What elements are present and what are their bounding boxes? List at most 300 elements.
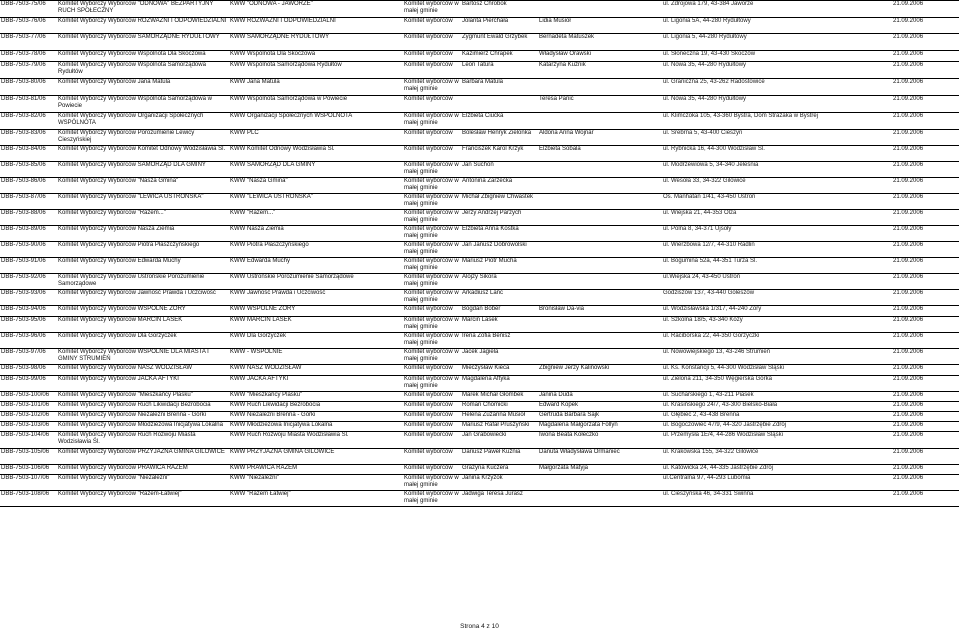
committee-name-cell: Komitet Wyborczy Wyborców Ruch Rozwoju Miasta Wodzisławia Śl. xyxy=(57,432,229,449)
signature-cell: DBB-7503-88/06 xyxy=(0,210,57,226)
committee-name-cell: Komitet Wyborczy Wyborców PRZYJAZNA GMINA GILOWICE xyxy=(57,449,229,465)
date-cell: 21.09.2006 xyxy=(892,1,959,18)
table-row xyxy=(0,274,959,290)
address-cell: ul. Cieszyńska 46, 34-331 Świnna xyxy=(662,491,892,507)
signature-cell: DBB-7503-80/06 xyxy=(0,79,57,96)
short-name-cell: KWW NASZ WODZISŁAW xyxy=(229,365,403,376)
date-cell: 21.09.2006 xyxy=(892,79,959,96)
extra-cell xyxy=(635,210,662,226)
short-name-cell: KWW Komitet Odnowy Wodzisławia Śl. xyxy=(229,146,403,162)
table-row xyxy=(0,465,959,475)
committee-name-cell: Komitet Wyborczy Wyborców Organizacji Społecznych WSPÓLNOTA xyxy=(57,113,229,130)
agent-cell xyxy=(538,226,635,242)
agent-cell xyxy=(538,491,635,507)
committee-type-cell: Komitet wyborców xyxy=(403,412,461,422)
date-cell: 21.09.2006 xyxy=(892,62,959,79)
signature-cell: DBB-7503-96/06 xyxy=(0,333,57,349)
date-cell: 21.09.2006 xyxy=(892,51,959,62)
committee-type-cell: Komitet wyborców w małej gminie xyxy=(403,317,461,333)
agent-cell xyxy=(538,162,635,178)
committee-type-cell: Komitet wyborców w małej gminie xyxy=(403,242,461,258)
table-row xyxy=(0,422,959,432)
representative-cell: Alojzy Sikora xyxy=(461,274,538,290)
representative-cell: Grażyna Kuczera xyxy=(461,465,538,475)
address-cell: ul. Rybnicka 16, 44-300 Wodzisław Śl. xyxy=(662,146,892,162)
short-name-cell: KWW "Niezależni" xyxy=(229,475,403,491)
agent-cell xyxy=(538,475,635,491)
table-row xyxy=(0,51,959,62)
representative-cell: Elżbieta Anna Kostka xyxy=(461,226,538,242)
committee-name-cell: Komitet Wyborczy Wyborców MARCIN LASEK xyxy=(57,317,229,333)
signature-cell: DBB-7503-92/06 xyxy=(0,274,57,290)
signature-cell: DBB-7503-93/06 xyxy=(0,290,57,306)
committee-name-cell: Komitet Wyborczy Wyborców Ruch Likwidacji Bezrobocia xyxy=(57,402,229,412)
representative-cell: Zygmunt Ewald Grzybek xyxy=(461,34,538,51)
short-name-cell: KWW "Mieszkańcy Plasku" xyxy=(229,392,403,402)
committee-type-cell: Komitet wyborców w małej gminie xyxy=(403,475,461,491)
committee-type-cell: Komitet wyborców xyxy=(403,402,461,412)
representative-cell: Leon Tatura xyxy=(461,62,538,79)
signature-cell: DBB-7503-76/06 xyxy=(0,18,57,34)
address-cell: ul. Wierzbowa 12/7, 44-310 Radlin xyxy=(662,242,892,258)
extra-cell xyxy=(635,412,662,422)
date-cell: 21.09.2006 xyxy=(892,412,959,422)
date-cell: 21.09.2006 xyxy=(892,376,959,392)
signature-cell: DBB-7503-85/06 xyxy=(0,162,57,178)
committee-name-cell: Komitet Wyborczy Wyborców JACKA AFTYKI xyxy=(57,376,229,392)
table-row xyxy=(0,146,959,162)
extra-cell xyxy=(635,242,662,258)
committee-name-cell: Komitet Wyborczy Wyborców Niezależni Brenna - Górki xyxy=(57,412,229,422)
address-cell: ul. Katowicka 24, 44-335 Jastrzębie Zdrój xyxy=(662,465,892,475)
address-cell: ul. Nowa 35, 44-280 Rydułtowy xyxy=(662,62,892,79)
table-row xyxy=(0,365,959,376)
extra-cell xyxy=(635,1,662,18)
table-row xyxy=(0,79,959,96)
extra-cell xyxy=(635,51,662,62)
representative-cell: Antonina Zarzecka xyxy=(461,178,538,194)
representative-cell: Magdalena Aftyka xyxy=(461,376,538,392)
representative-cell: Jan Grabowiecki xyxy=(461,432,538,449)
address-cell: ul. Zielona 211, 34-350 Węgierska Górka xyxy=(662,376,892,392)
signature-cell: DBB-7503-89/06 xyxy=(0,226,57,242)
signature-cell: DBB-7503-90/06 xyxy=(0,242,57,258)
date-cell: 21.09.2006 xyxy=(892,242,959,258)
agent-cell: Magdalena Małgorzata Follyn xyxy=(538,422,635,432)
date-cell: 21.09.2006 xyxy=(892,194,959,210)
extra-cell xyxy=(635,226,662,242)
committee-name-cell: Komitet Wyborczy Wyborców Piotra Płaszczyńskiego xyxy=(57,242,229,258)
agent-cell xyxy=(538,349,635,365)
extra-cell xyxy=(635,349,662,365)
agent-cell: Bernadeta Matuszek xyxy=(538,34,635,51)
address-cell: ul. Bogoczowiec 47/9, 44-320 Jastrzębie Zdrój xyxy=(662,422,892,432)
extra-cell xyxy=(635,422,662,432)
extra-cell xyxy=(635,365,662,376)
short-name-cell: KWW Wspólnota Dla Skoczowa xyxy=(229,51,403,62)
signature-cell: DBB-7503-104/06 xyxy=(0,432,57,449)
page-footer: Strona 4 z 10 xyxy=(460,623,499,630)
agent-cell: Edward Kopek xyxy=(538,402,635,412)
date-cell: 21.09.2006 xyxy=(892,422,959,432)
committee-name-cell: Komitet Wyborczy Wyborców WSPÓLNIE DLA MIASTA I GMINY STRUMIEŃ xyxy=(57,349,229,365)
short-name-cell: KWW Jana Matula xyxy=(229,79,403,96)
representative-cell: Helena Zuzanna Musioł xyxy=(461,412,538,422)
signature-cell: DBB-7503-102/06 xyxy=(0,412,57,422)
agent-cell xyxy=(538,210,635,226)
representative-cell: Jolanta Pierchała xyxy=(461,18,538,34)
agent-cell: Gertruda Barbara Sajk xyxy=(538,412,635,422)
address-cell: ul. Wiejska 21, 44-353 Olza xyxy=(662,210,892,226)
address-cell: ul. Przemysła 1E/4, 44-286 Wodzisław Śląski xyxy=(662,432,892,449)
address-cell: ul. Raciborska 22, 44-350 Gorzyczki xyxy=(662,333,892,349)
address-cell: ul. Krasińskiego 24/7, 43-300 Bielsko-Biała xyxy=(662,402,892,412)
table-row xyxy=(0,402,959,412)
date-cell: 21.09.2006 xyxy=(892,333,959,349)
committee-type-cell: Komitet wyborców w małej gminie xyxy=(403,349,461,365)
representative-cell: Irena Zofia Benisz xyxy=(461,333,538,349)
extra-cell xyxy=(635,178,662,194)
date-cell: 21.09.2006 xyxy=(892,491,959,507)
committee-type-cell: Komitet wyborców xyxy=(403,392,461,402)
committee-type-cell: Komitet wyborców w małej gminie xyxy=(403,1,461,18)
date-cell: 21.09.2006 xyxy=(892,146,959,162)
extra-cell xyxy=(635,306,662,317)
committee-name-cell: Komitet Wyborczy Wyborców "Mieszkańcy Plasku" xyxy=(57,392,229,402)
signature-cell: DBB-7503-87/06 xyxy=(0,194,57,210)
table-row xyxy=(0,306,959,317)
address-cell: ul. Ks. Konstancji 5, 44-300 Wodzisław Śląski xyxy=(662,365,892,376)
extra-cell xyxy=(635,392,662,402)
committee-name-cell: Komitet Wyborczy Wyborców SAMORZĄD DLA GMINY xyxy=(57,162,229,178)
extra-cell xyxy=(635,113,662,130)
agent-cell: Teresa Panic xyxy=(538,96,635,113)
address-cell: Godziszów 137, 43-440 Goleszów xyxy=(662,290,892,306)
representative-cell: Mariusz Piotr Mucha xyxy=(461,258,538,274)
date-cell: 21.09.2006 xyxy=(892,465,959,475)
committee-name-cell: Komitet Wyborczy Wyborców Wspólnota Dla Skoczowa xyxy=(57,51,229,62)
short-name-cell: KWW Ruch Rozwoju Miasta Wodzisławia Śl. xyxy=(229,432,403,449)
date-cell: 21.09.2006 xyxy=(892,162,959,178)
address-cell: ul.Centralna 97, 44-293 Lubomia xyxy=(662,475,892,491)
representative-cell: Bartosz Chrobok xyxy=(461,1,538,18)
signature-cell: DBB-7503-107/06 xyxy=(0,475,57,491)
table-row xyxy=(0,18,959,34)
table-row xyxy=(0,178,959,194)
agent-cell xyxy=(538,290,635,306)
extra-cell xyxy=(635,79,662,96)
agent-cell xyxy=(538,317,635,333)
committee-type-cell: Komitet wyborców w małej gminie xyxy=(403,194,461,210)
representative-cell: Roman Chomicki xyxy=(461,402,538,412)
short-name-cell: KWW PRAWICA RAZEM xyxy=(229,465,403,475)
date-cell: 21.09.2006 xyxy=(892,258,959,274)
signature-cell: DBB-7503-77/06 xyxy=(0,34,57,51)
agent-cell xyxy=(538,333,635,349)
extra-cell xyxy=(635,130,662,146)
committee-name-cell: Komitet Wyborczy Wyborców "Nasza Gmina" xyxy=(57,178,229,194)
table-row xyxy=(0,449,959,465)
representative-cell: Jan Janusz Dobrowolski xyxy=(461,242,538,258)
committee-type-cell: Komitet wyborców w małej gminie xyxy=(403,491,461,507)
extra-cell xyxy=(635,62,662,79)
short-name-cell: KWW Piotra Płaszczyńskiego xyxy=(229,242,403,258)
address-cell: ul. Modrzewiowa 5, 34-340 Jeleśnia xyxy=(662,162,892,178)
agent-cell: Lidia Musioł xyxy=(538,18,635,34)
committee-type-cell: Komitet wyborców xyxy=(403,51,461,62)
address-cell: ul. Bogumina 52a, 44-351 Turza Śl. xyxy=(662,258,892,274)
signature-cell: DBB-7503-81/06 xyxy=(0,96,57,113)
agent-cell xyxy=(538,178,635,194)
date-cell: 21.09.2006 xyxy=(892,475,959,491)
committee-type-cell: Komitet wyborców xyxy=(403,432,461,449)
short-name-cell: KWW Edwarda Muchy xyxy=(229,258,403,274)
extra-cell xyxy=(635,258,662,274)
agent-cell: Aldona Anna Wojnar xyxy=(538,130,635,146)
representative-cell: Bolesław Henryk Zielonka xyxy=(461,130,538,146)
table-row xyxy=(0,210,959,226)
table-row xyxy=(0,475,959,491)
committee-name-cell: Komitet Wyborczy Wyborców "ODNOWA" BEZPARTYJNY RUCH SPOŁECZNY xyxy=(57,1,229,18)
committee-type-cell: Komitet wyborców xyxy=(403,365,461,376)
committee-type-cell: Komitet wyborców xyxy=(403,306,461,317)
agent-cell: Iwona Beata Kołeczko xyxy=(538,432,635,449)
short-name-cell: KWW "LEWICA USTROŃSKA" xyxy=(229,194,403,210)
representative-cell: Barbara Matula xyxy=(461,79,538,96)
agent-cell xyxy=(538,376,635,392)
agent-cell: Małgorzata Matyja xyxy=(538,465,635,475)
short-name-cell: KWW ROZWAŻNI I ODPOWIEDZIALNI xyxy=(229,18,403,34)
signature-cell: DBB-7503-103/06 xyxy=(0,422,57,432)
agent-cell: Elżbieta Sobala xyxy=(538,146,635,162)
extra-cell xyxy=(635,333,662,349)
short-name-cell: KWW WSPÓLNE ŻORY xyxy=(229,306,403,317)
table-row xyxy=(0,376,959,392)
date-cell: 21.09.2006 xyxy=(892,96,959,113)
table-row xyxy=(0,392,959,402)
address-cell: ul. Sucharskiego 1, 43-211 Piasek xyxy=(662,392,892,402)
short-name-cell: KWW Organizacji Społecznych WSPÓLNOTA xyxy=(229,113,403,130)
signature-cell: DBB-7503-84/06 xyxy=(0,146,57,162)
short-name-cell: KWW "Razem..." xyxy=(229,210,403,226)
address-cell: ul. Ligonia 5A, 44-280 Rydułtowy xyxy=(662,18,892,34)
short-name-cell: KWW Wspólnota Samorządowa w Powiecie xyxy=(229,96,403,113)
committee-name-cell: Komitet Wyborczy Wyborców "LEWICA USTROŃSKA" xyxy=(57,194,229,210)
table-row xyxy=(0,258,959,274)
committee-name-cell: Komitet Wyborczy Wyborców Wspólnota Samorządowa Rydułtów xyxy=(57,62,229,79)
signature-cell: DBB-7503-98/06 xyxy=(0,365,57,376)
committee-name-cell: Komitet Wyborczy Wyborców Jawność Prawda i Uczciwość xyxy=(57,290,229,306)
agent-cell: Katarzyna Kuźnik xyxy=(538,62,635,79)
representative-cell: Franciszek Karol Krzyk xyxy=(461,146,538,162)
short-name-cell: KWW Ustrońskie Porozumienie Samorządowe xyxy=(229,274,403,290)
representative-cell xyxy=(461,96,538,113)
extra-cell xyxy=(635,146,662,162)
committee-name-cell: Komitet Wyborczy Wyborców Wspólnota Samorządowa w Powiecie xyxy=(57,96,229,113)
committee-name-cell: Komitet Wyborczy Wyborców Nasza Ziemia xyxy=(57,226,229,242)
short-name-cell: KWW MARCIN LASEK xyxy=(229,317,403,333)
date-cell: 21.09.2006 xyxy=(892,178,959,194)
extra-cell xyxy=(635,96,662,113)
signature-cell: DBB-7503-86/06 xyxy=(0,178,57,194)
table-row xyxy=(0,62,959,79)
address-cell: ul. Srebrna 5, 43-400 Cieszyn xyxy=(662,130,892,146)
extra-cell xyxy=(635,317,662,333)
date-cell: 21.09.2006 xyxy=(892,402,959,412)
committee-type-cell: Komitet wyborców xyxy=(403,34,461,51)
date-cell: 21.09.2006 xyxy=(892,18,959,34)
table-row xyxy=(0,317,959,333)
committee-type-cell: Komitet wyborców w małej gminie xyxy=(403,178,461,194)
signature-cell: DBB-7503-105/06 xyxy=(0,449,57,465)
table-row xyxy=(0,194,959,210)
signature-cell: DBB-7503-94/06 xyxy=(0,306,57,317)
representative-cell: Bogdan Bober xyxy=(461,306,538,317)
extra-cell xyxy=(635,18,662,34)
committee-name-cell: Komitet Wyborczy Wyborców Jana Matula xyxy=(57,79,229,96)
signature-cell: DBB-7503-75/06 xyxy=(0,1,57,18)
representative-cell: Arkadiusz Lanc xyxy=(461,290,538,306)
date-cell: 21.09.2006 xyxy=(892,226,959,242)
short-name-cell: KWW PRZYJAZNA GMINA GILOWICE xyxy=(229,449,403,465)
committee-name-cell: Komitet Wyborczy Wyborców ROZWAŻNI I ODPOWIEDZIALNI xyxy=(57,18,229,34)
table-row xyxy=(0,242,959,258)
representative-cell: Jadwiga Teresa Jurasz xyxy=(461,491,538,507)
date-cell: 21.09.2006 xyxy=(892,210,959,226)
agent-cell xyxy=(538,242,635,258)
agent-cell xyxy=(538,274,635,290)
signature-cell: DBB-7503-99/06 xyxy=(0,376,57,392)
agent-cell xyxy=(538,194,635,210)
agent-cell: Zbigniew Jerzy Kalinowski xyxy=(538,365,635,376)
signature-cell: DBB-7503-101/06 xyxy=(0,402,57,412)
extra-cell xyxy=(635,34,662,51)
address-cell: ul. Klimczoka 105, 43-360 Bystra, Dom Strażaka w Bystrej xyxy=(662,113,892,130)
committee-type-cell: Komitet wyborców xyxy=(403,18,461,34)
short-name-cell: KWW JACKA AFTYKI xyxy=(229,376,403,392)
table-row xyxy=(0,130,959,146)
committee-type-cell: Komitet wyborców w małej gminie xyxy=(403,333,461,349)
short-name-cell: KWW Ruch Likwidacji Bezrobocia xyxy=(229,402,403,412)
extra-cell xyxy=(635,402,662,412)
agent-cell xyxy=(538,79,635,96)
extra-cell xyxy=(635,465,662,475)
date-cell: 21.09.2006 xyxy=(892,274,959,290)
representative-cell: Jan Suchoń xyxy=(461,162,538,178)
committee-name-cell: Komitet Wyborczy Wyborców Dla Gorzyczek xyxy=(57,333,229,349)
committee-type-cell: Komitet wyborców xyxy=(403,96,461,113)
signature-cell: DBB-7503-100/06 xyxy=(0,392,57,402)
committee-name-cell: Komitet Wyborczy Wyborców PRAWICA RAZEM xyxy=(57,465,229,475)
extra-cell xyxy=(635,432,662,449)
table-row xyxy=(0,226,959,242)
committee-name-cell: Komitet Wyborczy Wyborców NASZ WODZISŁAW xyxy=(57,365,229,376)
table-row xyxy=(0,1,959,18)
table-row xyxy=(0,290,959,306)
table-row xyxy=(0,113,959,130)
signature-cell: DBB-7503-106/06 xyxy=(0,465,57,475)
committee-name-cell: Komitet Wyborczy Wyborców WSPÓLNE ŻORY xyxy=(57,306,229,317)
committee-type-cell: Komitet wyborców xyxy=(403,62,461,79)
agent-cell: Władysław Orawski xyxy=(538,51,635,62)
committee-name-cell: Komitet Wyborczy Wyborców SAMORZĄDNE RYDUŁTOWY xyxy=(57,34,229,51)
address-cell: ul. Głębiec 2, 43-438 Brenna xyxy=(662,412,892,422)
agent-cell: Janina Duda xyxy=(538,392,635,402)
table-row xyxy=(0,349,959,365)
representative-cell: Mariusz Rafał Pruszyński xyxy=(461,422,538,432)
committee-type-cell: Komitet wyborców w małej gminie xyxy=(403,226,461,242)
committee-type-cell: Komitet wyborców xyxy=(403,422,461,432)
committee-type-cell: Komitet wyborców w małej gminie xyxy=(403,274,461,290)
committee-type-cell: Komitet wyborców w małej gminie xyxy=(403,258,461,274)
signature-cell: DBB-7503-91/06 xyxy=(0,258,57,274)
extra-cell xyxy=(635,194,662,210)
date-cell: 21.09.2006 xyxy=(892,449,959,465)
committee-type-cell: Komitet wyborców xyxy=(403,146,461,162)
short-name-cell: KWW Wspólnota Samorządowa Rydułtów xyxy=(229,62,403,79)
agent-cell xyxy=(538,1,635,18)
agent-cell xyxy=(538,113,635,130)
date-cell: 21.09.2006 xyxy=(892,306,959,317)
address-cell: ul. Wodzisławska 1/317, 44-240 Żory xyxy=(662,306,892,317)
short-name-cell: KWW PLC xyxy=(229,130,403,146)
short-name-cell: KWW SAMORZĄD DLA GMINY xyxy=(229,162,403,178)
address-cell: ul. Graniczna 25, 43-262 Radostowice xyxy=(662,79,892,96)
date-cell: 21.09.2006 xyxy=(892,113,959,130)
short-name-cell: KWW "Razem Łatwiej" xyxy=(229,491,403,507)
committee-name-cell: Komitet Wyborczy Wyborców Porozumienie Lewicy Cieszyńskiej xyxy=(57,130,229,146)
committee-name-cell: Komitet Wyborczy Wyborców Komitet Odnowy Wodzisławia Śl. xyxy=(57,146,229,162)
extra-cell xyxy=(635,475,662,491)
agent-cell xyxy=(538,258,635,274)
committee-type-cell: Komitet wyborców xyxy=(403,465,461,475)
address-cell: ul. Zdrojowa 179, 43-384 Jaworze xyxy=(662,1,892,18)
table-row xyxy=(0,96,959,113)
representative-cell: Janina Krzyżok xyxy=(461,475,538,491)
committee-type-cell: Komitet wyborców xyxy=(403,130,461,146)
committee-name-cell: Komitet Wyborczy Wyborców "Razem..." xyxy=(57,210,229,226)
address-cell: ul. Nowa 35, 44-280 Rydułtowy xyxy=(662,96,892,113)
short-name-cell: KWW Nasza Ziemia xyxy=(229,226,403,242)
table-row xyxy=(0,432,959,449)
short-name-cell: KWW "Nasza Gmina" xyxy=(229,178,403,194)
representative-cell: Elżbieta Ciućka xyxy=(461,113,538,130)
committee-type-cell: Komitet wyborców w małej gminie xyxy=(403,210,461,226)
extra-cell xyxy=(635,491,662,507)
committee-name-cell: Komitet Wyborczy Wyborców "Razem-Łatwiej" xyxy=(57,491,229,507)
representative-cell: Michał Zbigniew Chwastek xyxy=(461,194,538,210)
representative-cell: Marek Michał Głombek xyxy=(461,392,538,402)
committee-type-cell: Komitet wyborców xyxy=(403,449,461,465)
representative-cell: Mieczysław Kieca xyxy=(461,365,538,376)
table-row xyxy=(0,412,959,422)
signature-cell: DBB-7503-95/06 xyxy=(0,317,57,333)
address-cell: ul.Wiejska 24, 43-450 Ustroń xyxy=(662,274,892,290)
committee-type-cell: Komitet wyborców w małej gminie xyxy=(403,162,461,178)
signature-cell: DBB-7503-83/06 xyxy=(0,130,57,146)
table-row xyxy=(0,34,959,51)
address-cell: ul. Wesoła 33, 34-322 Gilowice xyxy=(662,178,892,194)
committee-name-cell: Komitet Wyborczy Wyborców "Niezależni" xyxy=(57,475,229,491)
date-cell: 21.09.2006 xyxy=(892,349,959,365)
short-name-cell: KWW "ODNOWA - JAWORZE" xyxy=(229,1,403,18)
committee-type-cell: Komitet wyborców w małej gminie xyxy=(403,79,461,96)
short-name-cell: KWW Dla Gorzyczek xyxy=(229,333,403,349)
committee-name-cell: Komitet Wyborczy Wyborców Ustrońskie Porozumienie Samorządowe xyxy=(57,274,229,290)
representative-cell: Dariusz Paweł Kuźnia xyxy=(461,449,538,465)
address-cell: ul. Nowowiejskiego 13, 43-246 Strumień xyxy=(662,349,892,365)
address-cell: ul. Słoneczna 19, 43-430 Skoczów xyxy=(662,51,892,62)
